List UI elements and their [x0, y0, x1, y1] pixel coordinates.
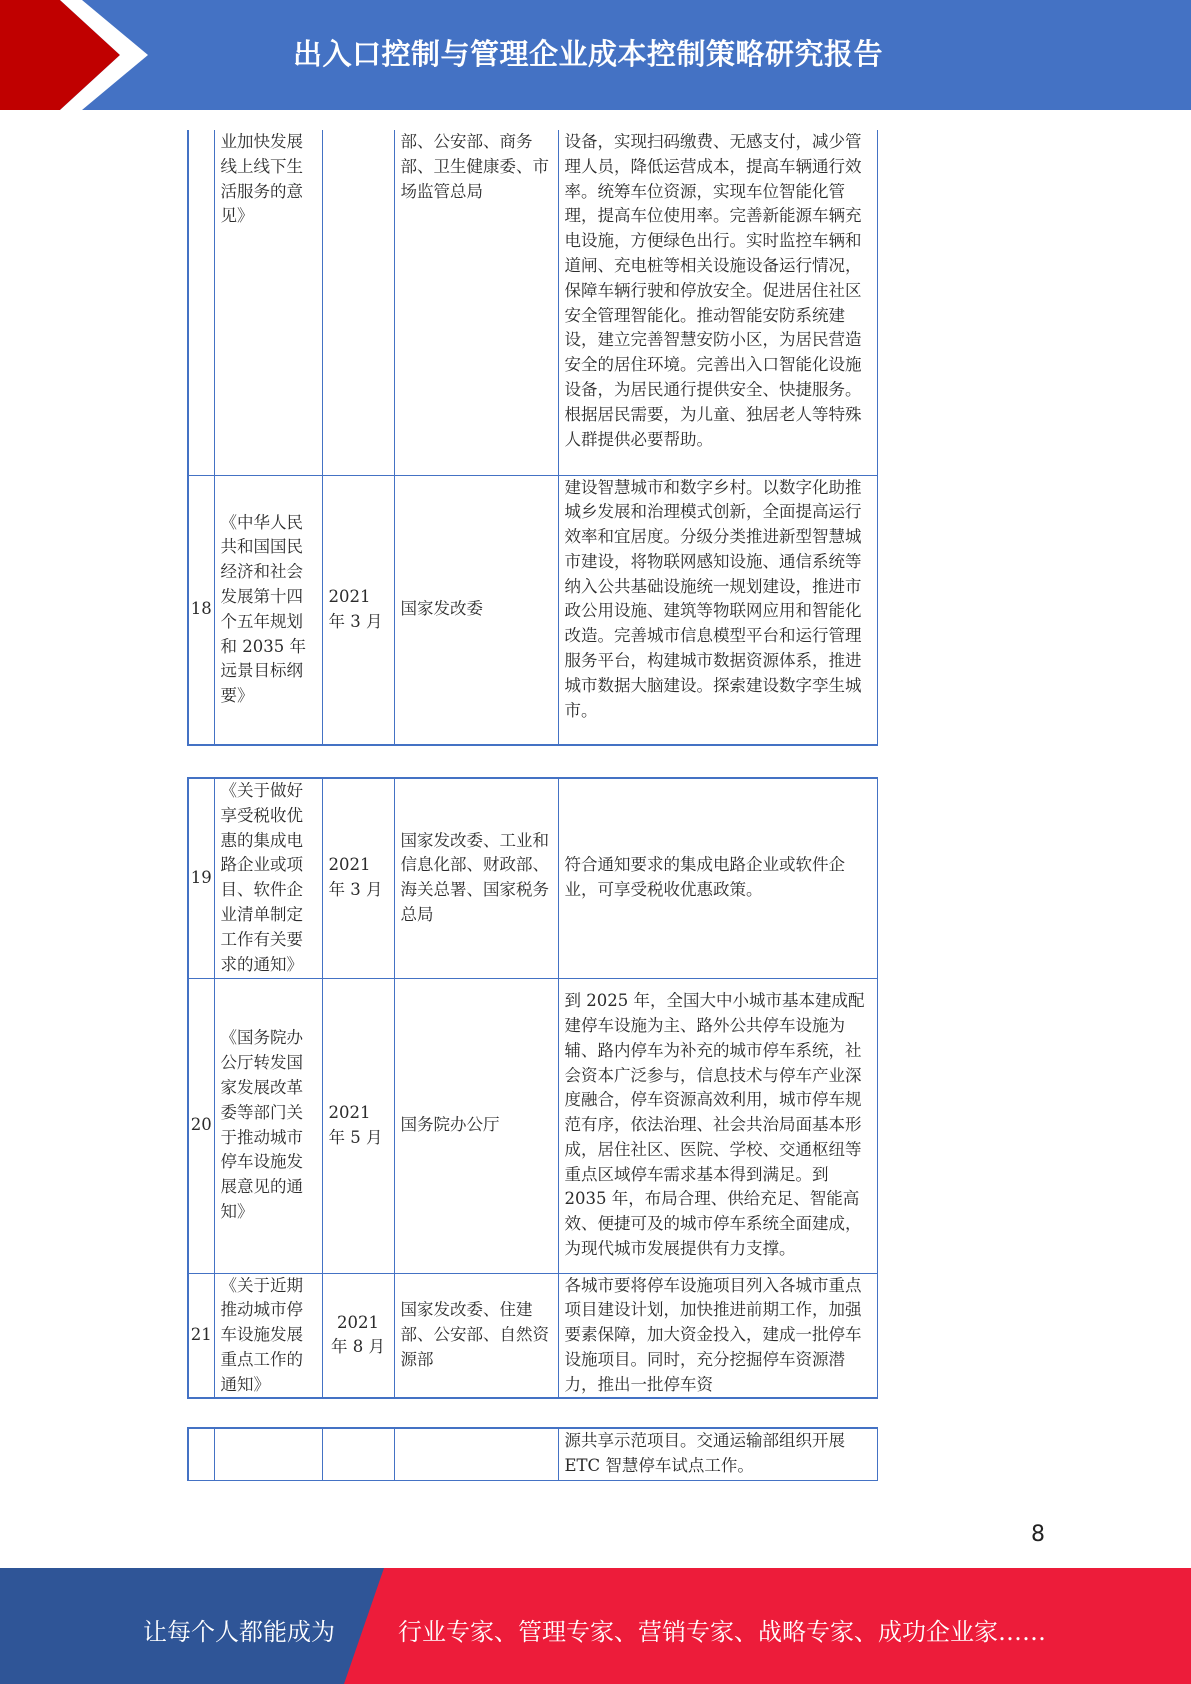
- row-number: [188, 1428, 214, 1480]
- policy-name: 业加快发展线上线下生活服务的意见》: [214, 130, 322, 475]
- policy-table-part-3: [187, 1427, 878, 1481]
- table-row: [188, 475, 877, 745]
- footer-slogan-right: 行业专家、管理专家、营销专家、战略专家、成功企业家……: [398, 1618, 1046, 1646]
- issuing-department: 国家发改委、工业和信息化部、财政部、海关总署、国家税务总局: [394, 778, 558, 978]
- row-number: 19: [188, 778, 214, 978]
- policy-name: [214, 1428, 322, 1480]
- issuing-department: [394, 1428, 558, 1480]
- issuing-department: 国家发改委、住建部、公安部、自然资源部: [394, 1273, 558, 1398]
- policy-name: 《关于近期推动城市停车设施发展重点工作的通知》: [214, 1273, 322, 1398]
- issue-date: 2021 年 3 月: [322, 778, 394, 978]
- issuing-department: 国务院办公厅: [394, 978, 558, 1273]
- report-title: 出入口控制与管理企业成本控制策略研究报告: [293, 37, 884, 71]
- footer-slogan-left: 让每个人都能成为: [143, 1618, 335, 1646]
- issuing-department: 国家发改委: [394, 475, 558, 745]
- row-number: [188, 130, 214, 475]
- policy-content: 设备，实现扫码缴费、无感支付，减少管理人员，降低运营成本，提高车辆通行效率。统筹车位资源，实现车位智能化管理，提高车位使用率。完善新能源车辆充电设施，方便绿色出行。实时监控车辆和道闸、充电桩等相关设施设备运行情况，保障车辆行驶和停放安全。促进居住社区安全管理智能化。推动智能安防系统建设，建立完善智慧安防小区，为居民营造安全的居住环境。完善出入口智能化设施设备，为居民通行提供安全、快捷服务。根据居民需要，为儿童、独居老人等特殊人群提供必要帮助。: [558, 130, 877, 475]
- policy-content: 建设智慧城市和数字乡村。以数字化助推城乡发展和治理模式创新，全面提高运行效率和宜居度。分级分类推进新型智慧城市建设，将物联网感知设施、通信系统等纳入公共基础设施统一规划建设，推进市政公用设施、建筑等物联网应用和智能化改造。完善城市信息模型平台和运行管理服务平台，构建城市数据资源体系，推进城市数据大脑建设。探索建设数字孪生城市。: [558, 475, 877, 745]
- table-row: [188, 130, 877, 475]
- policy-content: 各城市要将停车设施项目列入各城市重点项目建设计划，加快推进前期工作，加强要素保障，加大资金投入，建成一批停车设施项目。同时，充分挖掘停车资源潜力，推出一批停车资: [558, 1273, 877, 1398]
- table-row: [188, 978, 877, 1273]
- policy-table-part-1: [187, 130, 878, 746]
- policy-table-part-2: [187, 777, 878, 1399]
- table-row: [188, 778, 877, 978]
- header-chevron-decoration: [0, 0, 150, 110]
- policy-content: 源共享示范项目。交通运输部组织开展 ETC 智慧停车试点工作。: [558, 1428, 877, 1480]
- policy-content: 到 2025 年，全国大中小城市基本建成配建停车设施为主、路外公共停车设施为辅、路内停车为补充的城市停车系统，社会资本广泛参与，信息技术与停车产业深度融合，停车资源高效利用，城市停车规范有序，依法治理、社会共治局面基本形成，居住社区、医院、学校、交通枢纽等重点区域停车需求基本得到满足。到 2035 年，布局合理、供给充足、智能高效、便捷可及的城市停车系统全面建成，为现代城市发展提供有力支撑。: [558, 978, 877, 1273]
- row-number: 18: [188, 475, 214, 745]
- page-footer: [0, 1568, 1191, 1684]
- issue-date: 2021 年 5 月: [322, 978, 394, 1273]
- issue-date: [322, 1428, 394, 1480]
- page-header: [0, 0, 1191, 110]
- policy-content: 符合通知要求的集成电路企业或软件企业，可享受税收优惠政策。: [558, 778, 877, 978]
- policy-name: 《国务院办公厅转发国家发展改革委等部门关于推动城市停车设施发展意见的通知》: [214, 978, 322, 1273]
- row-number: 21: [188, 1273, 214, 1398]
- policy-name: 《关于做好享受税收优惠的集成电路企业或项目、软件企业清单制定工作有关要求的通知》: [214, 778, 322, 978]
- table-row: [188, 1428, 877, 1480]
- policy-name: 《中华人民共和国国民经济和社会发展第十四个五年规划和 2035 年远景目标纲要》: [214, 475, 322, 745]
- issue-date: [322, 130, 394, 475]
- issue-date: 2021 年 8 月: [322, 1273, 394, 1398]
- table-row: [188, 1273, 877, 1398]
- issuing-department: 部、公安部、商务部、卫生健康委、市场监管总局: [394, 130, 558, 475]
- page-number: 8: [1031, 1522, 1045, 1547]
- row-number: 20: [188, 978, 214, 1273]
- issue-date: 2021 年 3 月: [322, 475, 394, 745]
